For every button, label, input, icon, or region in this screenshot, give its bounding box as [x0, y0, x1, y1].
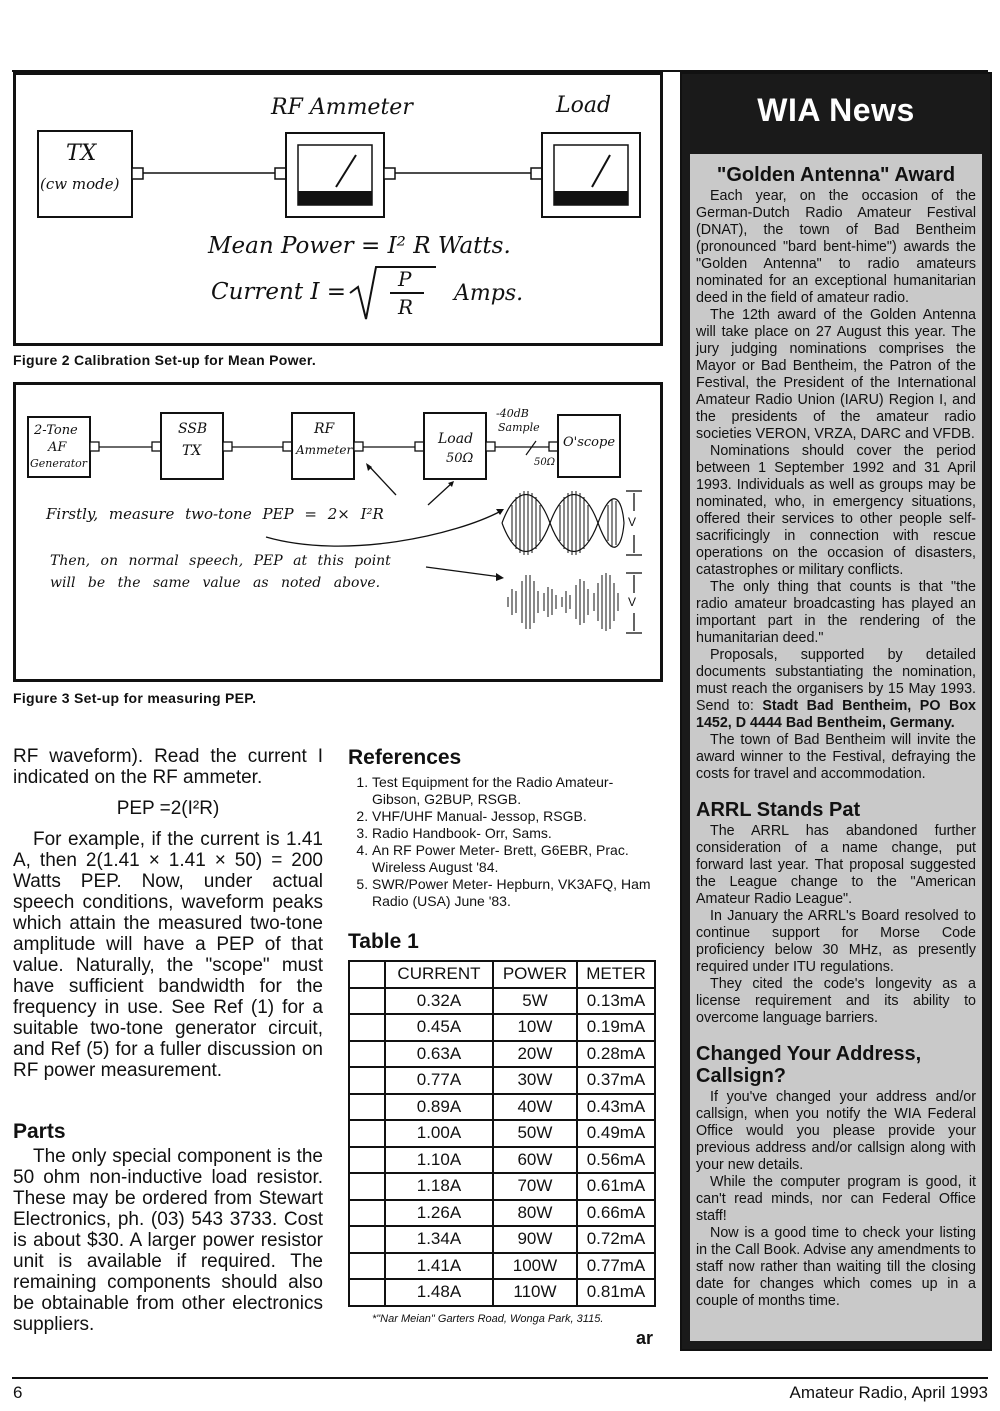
page-number: 6 — [13, 1383, 23, 1402]
golden-antenna-p3: Nominations should cover the period between 1 September 1992 and 31 April 1993. Individuals as well as groups may be nominated, who, in emergency situations, offered their services to other people self-sacrificingly in connection with rescue operations on the occasion of disasters, catastrophes or military conflicts. — [696, 443, 976, 578]
figure-3-caption: Figure 3 Set-up for measuring PEP. — [13, 690, 257, 706]
cell-power: 30W — [493, 1067, 577, 1094]
row-blank-cell — [349, 1067, 385, 1094]
golden-antenna-p6: The town of Bad Bentheim will invite the award winner to the Festival, defraying the costs for travel and accommodation. — [696, 732, 976, 782]
cell-meter: 0.61mA — [577, 1173, 655, 1200]
table-row — [349, 1094, 655, 1121]
cell-meter: 0.19mA — [577, 1014, 655, 1041]
end-mark: ar — [636, 1328, 654, 1348]
cell-power: 40W — [493, 1094, 577, 1121]
cell-meter: 0.13mA — [577, 988, 655, 1015]
cell-current: 1.26A — [385, 1200, 493, 1227]
load-label-3-1: Load — [438, 431, 474, 447]
sidebar-title: WIA News — [757, 92, 915, 128]
ammeter-needle — [336, 155, 356, 187]
row-blank-cell — [349, 1200, 385, 1227]
cell-power: 5W — [493, 988, 577, 1015]
reference-item: 3. Radio Handbook- Orr, Sams. — [372, 825, 658, 842]
cell-meter: 0.28mA — [577, 1041, 655, 1068]
cell-meter: 0.37mA — [577, 1067, 655, 1094]
cell-current: 1.48A — [385, 1279, 493, 1306]
table-row — [349, 1147, 655, 1174]
rf-label-2: Ammeter — [296, 443, 353, 457]
arrl-heading: ARRL Stands Pat — [696, 799, 861, 821]
sample-tick — [526, 441, 536, 455]
references — [348, 746, 658, 910]
formula-r: R — [398, 295, 414, 319]
rf-ammeter-label: RF Ammeter — [271, 95, 413, 120]
note-firstly: Firstly, measure two-tone PEP = 2× I²R — [46, 505, 384, 523]
figure-3-diagram — [16, 385, 660, 679]
row-blank-cell — [349, 1120, 385, 1147]
header-meter: METER — [577, 961, 655, 988]
cell-meter: 0.72mA — [577, 1226, 655, 1253]
table-row — [349, 1014, 655, 1041]
reference-item: 2. VHF/UHF Manual- Jessop, RSGB. — [372, 808, 658, 825]
tx-mode-label: (cw mode) — [40, 175, 120, 193]
row-blank-cell — [349, 1147, 385, 1174]
v-label-2: V — [628, 595, 637, 609]
table-corner-cell — [349, 961, 385, 988]
header-power: POWER — [493, 961, 577, 988]
cell-current: 1.00A — [385, 1120, 493, 1147]
cell-power: 80W — [493, 1200, 577, 1227]
arrow-to-ammeter — [368, 465, 396, 495]
golden-antenna-p5 — [696, 647, 976, 732]
cell-meter: 0.66mA — [577, 1200, 655, 1227]
load-needle — [592, 155, 610, 187]
cell-meter: 0.49mA — [577, 1120, 655, 1147]
pep-formula: PEP =2(I²R) — [116, 798, 220, 819]
mean-power-formula: Mean Power = I² R Watts. — [208, 233, 511, 259]
figure-2 — [13, 72, 663, 346]
golden-antenna-p4: The only thing that counts is that "the radio amateur broadcasting has played an important part in the rendering of the humanitarian deed." — [696, 579, 976, 646]
note-then: Then, on normal speech, PEP at this point — [50, 553, 391, 569]
ohm-label: 50Ω — [534, 457, 556, 468]
table-row — [349, 1173, 655, 1200]
ssb-label-1: SSB — [178, 421, 208, 437]
cell-current: 0.45A — [385, 1014, 493, 1041]
cell-current: 0.63A — [385, 1041, 493, 1068]
rf-label-1: RF — [314, 421, 335, 437]
table-row — [349, 1041, 655, 1068]
reference-item: 1. Test Equipment for the Radio Amateur- Gibson, G2BUP, RSGB. — [372, 774, 658, 808]
ssb-label-2: TX — [182, 443, 202, 459]
golden-antenna-p2: The 12th award of the Golden Antenna will take place on 27 August this year. The jury judging nominations comprises the Mayor or Bad Bentheim, the Patron of the Festival, the President of the International Amateur Radio Union (IARU) Region I, and the presidents of the amateur radio societies VERON, VRZA, DARC and VFDB. — [696, 307, 976, 442]
reference-item: 4. An RF Power Meter- Brett, G6EBR, Prac. Wireless August '84. — [372, 842, 658, 876]
changed-address-p1: If you've changed your address and/or callsign, when you notify the WIA Federal Office would you please provide your previous address and/or callsign along with your new details. — [696, 1089, 976, 1173]
row-blank-cell — [349, 1094, 385, 1121]
table-footnote: *"Nar Meian" Garters Road, Wonga Park, 3115. — [372, 1313, 604, 1325]
ammeter-connector-left — [275, 168, 286, 179]
golden-antenna-p1: Each year, on the occasion of the German-Dutch Radio Amateur Festival (DNAT), the town of Bad Bentheim (pronounced "bard bent-hime") awards the "Golden Antenna" to radio amateurs nominated for an exceptional humanitarian deed in the field of amateur radio. — [696, 188, 976, 306]
arrow-to-load — [428, 483, 452, 505]
cell-current: 0.32A — [385, 988, 493, 1015]
row-blank-cell — [349, 1041, 385, 1068]
tx-connector — [132, 168, 143, 179]
publication-name: Amateur Radio, April 1993 — [789, 1383, 988, 1402]
cell-current: 1.41A — [385, 1253, 493, 1280]
cell-power: 90W — [493, 1226, 577, 1253]
cell-power: 10W — [493, 1014, 577, 1041]
two-tone-fill — [512, 491, 616, 555]
formula-amps: Amps. — [454, 281, 524, 306]
table-row — [349, 1226, 655, 1253]
table-row — [349, 1067, 655, 1094]
row-blank-cell — [349, 1014, 385, 1041]
sample-label-1: -40dB — [496, 407, 529, 420]
arrl-p1: The ARRL has abandoned further consideration of a name change, put forward last year. That proposal suggested the League change to the "American Amateur Radio League". — [696, 823, 976, 907]
para-rf-waveform: RF waveform). Read the current I indicated on the RF ammeter. — [13, 746, 323, 788]
table-header-row — [349, 961, 655, 988]
cell-current: 1.34A — [385, 1226, 493, 1253]
figure-2-caption: Figure 2 Calibration Set-up for Mean Power. — [13, 352, 317, 368]
sidebar-content — [690, 154, 982, 1341]
footer-rule — [12, 1377, 988, 1379]
ammeter-connector-right — [384, 168, 395, 179]
row-blank-cell — [349, 1279, 385, 1306]
golden-antenna-heading: "Golden Antenna" Award — [716, 164, 956, 186]
cell-meter: 0.81mA — [577, 1279, 655, 1306]
speech-waveform — [508, 573, 618, 631]
parts-heading: Parts — [13, 1120, 66, 1143]
arrl-p2: In January the ARRL's Board resolved to continue support for Morse Code proficiency below 30 MHz, as presently required under ITU regulations. — [696, 908, 976, 975]
cell-current: 0.89A — [385, 1094, 493, 1121]
load-label-3-2: 50Ω — [446, 451, 474, 466]
table-row — [349, 988, 655, 1015]
generator-label-2: AF — [48, 440, 67, 455]
reference-item: 5. SWR/Power Meter- Hepburn, VK3AFQ, Ham Radio (USA) June '83. — [372, 876, 658, 910]
cell-current: 1.18A — [385, 1173, 493, 1200]
changed-address-p3: Now is a good time to check your listing in the Call Book. Advise any amendments to staff now rather than waiting till the closing date for changes which comes up in a couple of months time. — [696, 1225, 976, 1309]
table-row — [349, 1279, 655, 1306]
cell-meter: 0.56mA — [577, 1147, 655, 1174]
v-label-1: V — [628, 515, 637, 529]
generator-label-3: Generator — [30, 457, 88, 470]
oscope-label: O'scope — [563, 435, 616, 450]
table-row — [349, 1200, 655, 1227]
left-column — [13, 746, 323, 1335]
send-to-address: Stadt Bad Bentheim, PO Box 1452, D 4444 Bad Bentheim, Germany. — [696, 698, 977, 731]
cell-power: 20W — [493, 1041, 577, 1068]
table-row — [349, 1120, 655, 1147]
row-blank-cell — [349, 1253, 385, 1280]
cell-meter: 0.77mA — [577, 1253, 655, 1280]
figure-3 — [13, 382, 663, 682]
cell-meter: 0.43mA — [577, 1094, 655, 1121]
note-will: will be the same value as noted above. — [50, 575, 381, 591]
load-label: Load — [556, 93, 612, 118]
changed-address-heading: Changed Your Address, Callsign? — [696, 1043, 922, 1087]
table-1-heading: Table 1 — [348, 930, 419, 953]
cell-power: 100W — [493, 1253, 577, 1280]
arrow-2 — [426, 567, 501, 577]
table-row — [349, 1253, 655, 1280]
table-1 — [348, 960, 656, 1307]
arrl-p3: They cited the code's longevity as a license requirement and its ability to overcome language barriers. — [696, 976, 976, 1026]
row-blank-cell — [349, 988, 385, 1015]
references-heading: References — [348, 746, 462, 769]
current-formula-lhs: Current I = — [211, 279, 347, 305]
cell-current: 1.10A — [385, 1147, 493, 1174]
cell-power: 110W — [493, 1279, 577, 1306]
wia-news-sidebar — [680, 72, 992, 1351]
changed-address-p2: While the computer program is good, it can't read minds, nor can Federal Office staff! — [696, 1174, 976, 1224]
sample-label-2: Sample — [498, 421, 540, 434]
cell-power: 60W — [493, 1147, 577, 1174]
header-current: CURRENT — [385, 961, 493, 988]
row-blank-cell — [349, 1226, 385, 1253]
proposals-text: Proposals, supported by detailed documents substantiating the nomination, must reach the organisers by 15 May 1993. Send to: — [696, 647, 976, 714]
cell-power: 70W — [493, 1173, 577, 1200]
para-example: For example, if the current is 1.41 A, then 2(1.41 × 1.41 × 50) = 200 Watts PEP. Now, under actual speech conditions, waveform peaks which attain the measured two-tone amplitude will have a PEP of that value. Naturally, the "scope" must have sufficient bandwidth for the frequency in use. See Ref (1) for a suitable two-tone generator circuit, and Ref (5) for a fuller discussion on RF power measurement. — [13, 829, 323, 1081]
parts-text: The only special component is the 50 ohm non-inductive load resistor. These may be ordered from Stewart Electronics, ph. (03) 543 3733. Cost is about $30. A larger power resistor unit is available if required. The remaining components should also be obtainable from other electronics suppliers. — [13, 1146, 323, 1335]
load-connector — [531, 168, 542, 179]
cell-power: 50W — [493, 1120, 577, 1147]
formula-p: P — [398, 267, 412, 291]
cell-current: 0.77A — [385, 1067, 493, 1094]
references-list — [348, 774, 658, 910]
generator-label-1: 2-Tone — [34, 423, 78, 438]
tx-label: TX — [66, 141, 97, 166]
row-blank-cell — [349, 1173, 385, 1200]
